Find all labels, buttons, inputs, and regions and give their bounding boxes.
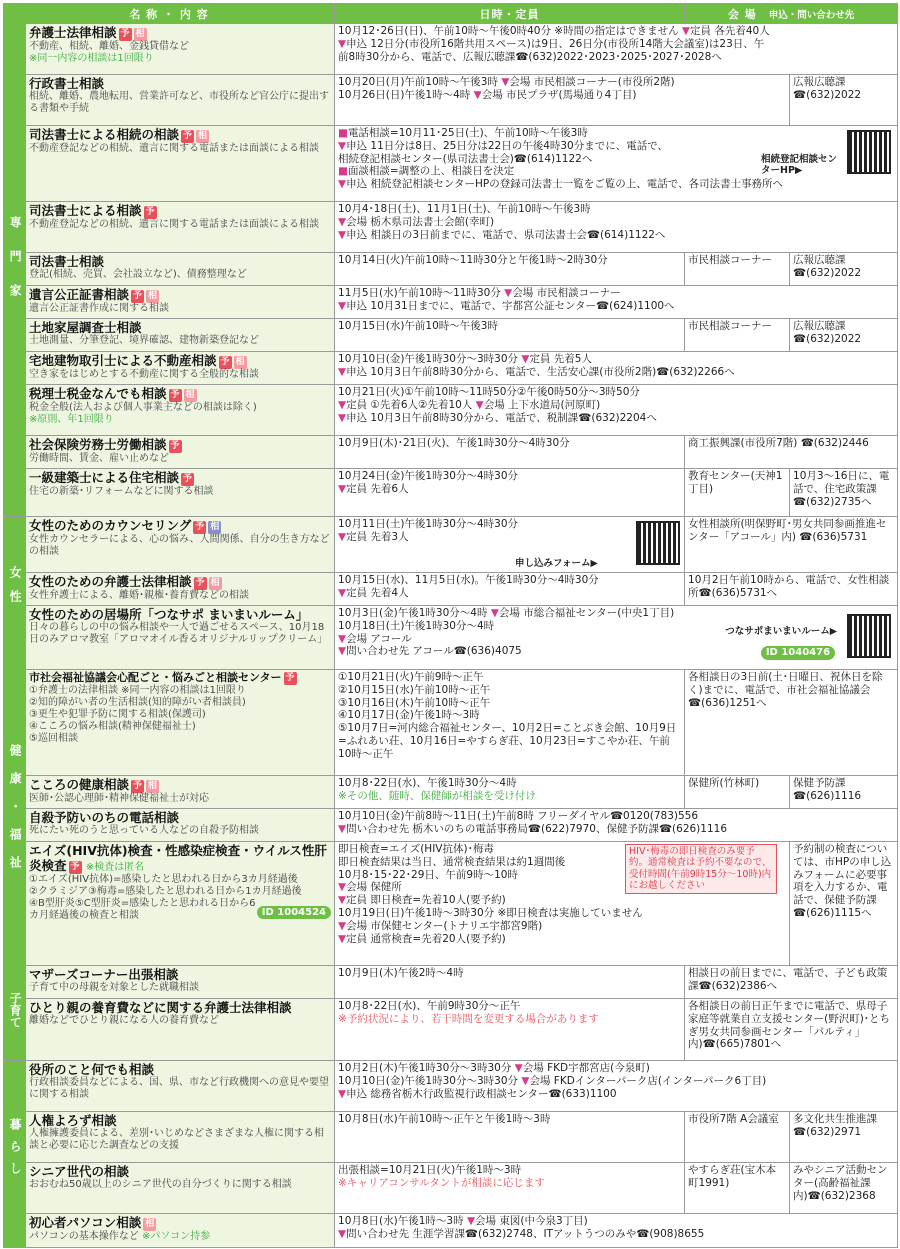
row-title: 女性のための弁護士法律相談	[29, 574, 192, 589]
row-detail: ▼定員 即日検査=先着10人(要予約)	[338, 894, 506, 907]
row-desc: 税金全般(法人および個人事業主などの相談は除く)	[29, 402, 257, 413]
table-row	[4, 286, 898, 319]
row-desc: パソコンの基本操作など	[29, 1231, 139, 1242]
row-detail: 10月8日(水)午前10時～正午と午後1時～3時	[338, 1113, 551, 1125]
row-detail: 10月15日(水)、11月5日(水)。午後1時30分～4時30分	[338, 574, 599, 586]
row-title: 司法書士による相談	[29, 203, 142, 218]
row-contact: 広報広聴課 ☎(632)2022	[790, 319, 898, 352]
row-title: ひとり親の養育費などに関する弁護士法律相談	[29, 1000, 292, 1015]
row-venue: 市役所7階 A会議室	[685, 1112, 790, 1163]
row-detail: 10月9日(木)･21日(火)、午後1時30分～4時30分	[338, 437, 570, 449]
row-title: 初心者パソコン相談	[29, 1215, 142, 1230]
row-desc: 空き家をはじめとする不動産に関する全般的な相談	[29, 369, 259, 380]
consultation-badge: 相	[210, 578, 220, 588]
table-row	[4, 436, 898, 469]
row-desc: 住宅の新築･リフォームなどに関する相談	[29, 486, 214, 497]
row-detail: ▼会場 市保健センター(トナリエ宇都宮9階)	[338, 919, 543, 932]
row-desc: 死にたい死のうと思っている人などの自殺予防相談	[29, 825, 259, 836]
row-title: 自殺予防いのちの電話相談	[29, 810, 180, 825]
row-desc: ②クラミジア③梅毒=感染したと思われる日から1カ月経過後	[29, 886, 302, 897]
row-title: 税理士税金なんでも相談	[29, 386, 167, 401]
row-title: 一級建築士による住宅相談	[29, 470, 180, 485]
table-row	[4, 517, 898, 573]
row-detail: 10月18日(土)午後1時30分～4時	[338, 619, 495, 632]
consultation-badge: 相	[235, 357, 245, 367]
category-living: 暮らし	[4, 1061, 26, 1248]
row-venue: 市民相談コーナー	[685, 319, 790, 352]
row-desc: 人権擁護委員による、差別･いじめなどさまざまな人権に関する相談と必要に応じた調査などの支援	[29, 1128, 324, 1151]
row-note: ※同一内容の相談は1回限り	[29, 53, 154, 64]
row-detail: ※予約状況により、若干時間を変更する場合があります	[338, 1012, 599, 1025]
notice-box: HIV･梅毒の即日検査のみ要予約。通常検査は予約不要なので、受付時間(午前9時15分～10時)内にお越しください	[625, 844, 777, 894]
row-title: 遺言公正証書相談	[29, 287, 130, 302]
row-desc: ④こころの悩み相談(精神保健福祉士)	[29, 721, 196, 732]
table-row	[4, 966, 898, 999]
row-detail: ▼会場 アコール	[338, 632, 412, 645]
row-venue: 保健所(竹林町)	[685, 776, 790, 809]
row-desc: ③更生や犯罪予防に関する相談(保護司)	[29, 709, 206, 720]
row-venue: やすらぎ荘(宝木本町1991)	[685, 1163, 790, 1214]
table-row	[4, 319, 898, 352]
row-contact: 広報広聴課 ☎(632)2022	[790, 253, 898, 286]
qr-code-icon[interactable]	[847, 130, 891, 174]
row-title: 人権よろず相談	[29, 1113, 117, 1128]
row-detail: ②10月15日(水)午前10時～正午	[338, 683, 491, 696]
row-venue: 10月2日午前10時から、電話で、女性相談所☎(636)5731へ	[685, 573, 898, 606]
row-desc: おおむね50歳以上のシニア世代の自分づくりに関する相談	[29, 1179, 292, 1190]
row-detail: 10月14日(火)午前10時～11時30分と午後1時～2時30分	[338, 254, 608, 266]
row-detail: 10月19日(日)午後1時～3時30分 ※即日検査は実施していません	[338, 906, 643, 919]
row-detail: 10月26日(日)午後1時～4時 ▼会場 市民プラザ(馬場通り4丁目)	[338, 88, 637, 101]
row-detail: 10月11日(土)午後1時30分～4時30分	[338, 518, 519, 530]
category-experts: 専門家	[4, 24, 26, 517]
row-detail: 10月9日(木)午後2時～4時	[338, 967, 464, 979]
row-detail: ▼申込 総務省栃木行政監視行政相談センター☎(633)1100	[338, 1087, 617, 1100]
table-row	[4, 253, 898, 286]
row-venue: 商工振興課(市役所7階) ☎(632)2446	[685, 436, 898, 469]
row-desc: ④B型肝炎⑤C型肝炎=感染したと思われる日から6カ月経過後の検査と相談	[29, 898, 256, 921]
consultation-badge: 相	[210, 522, 220, 532]
table-row	[4, 1061, 898, 1112]
row-detail: ▼問い合わせ先 アコール☎(636)4075	[338, 645, 522, 658]
row-desc: 不動産、相続、離婚、金銭貸借など	[29, 41, 189, 52]
reservation-badge: 予	[285, 673, 295, 683]
table-row	[4, 999, 898, 1061]
header-contact: 申込・問い合わせ先	[768, 9, 855, 21]
reservation-badge: 予	[170, 390, 180, 400]
row-detail: ▼会場 栃木県司法書士会館(幸町)	[338, 215, 495, 228]
row-desc: 不動産登記などの相続、遺言に関する電話または面談による相談	[29, 219, 319, 230]
row-venue: 各相談日の前日正午までに電話で、県母子家庭等就業自立支援センター(野沢町)･とちぎ男女共同参画センター「パルティ」内)☎(665)7801へ	[685, 999, 898, 1061]
row-venue: 相談日の前日までに、電話で、子ども政策課☎(632)2386へ	[685, 966, 898, 999]
header-datetime: 日時・定員	[335, 4, 685, 24]
reservation-badge: 予	[133, 291, 143, 301]
table-row	[4, 606, 898, 670]
row-detail: ▼会場 保健所	[338, 881, 402, 894]
row-desc: ①弁護士の法律相談 ※同一内容の相談は1回限り	[29, 685, 246, 696]
row-desc: 女性弁護士による、離婚･親権･養育費などの相談	[29, 590, 249, 601]
row-detail: ■面談相談=調整の上、相談日を決定	[338, 165, 515, 178]
consultation-badge: 相	[185, 390, 195, 400]
row-title: 司法書士による相続の相談	[29, 127, 180, 142]
consultation-table	[3, 3, 897, 1246]
table-row	[4, 75, 898, 126]
row-venue: 各相談日の3日前(土･日曜日、祝休日を除く)までに、電話で、市社会福祉協議会☎(636)1251へ	[685, 670, 898, 776]
row-detail: ▼定員 通常検査=先着20人(要予約)	[338, 932, 506, 945]
row-title: 社会保険労務士労働相談	[29, 437, 167, 452]
row-detail: ①10月21日(火)午前9時～正午	[338, 671, 484, 683]
row-detail: 10月8日(水)午後1時～3時 ▼会場 東図(中今泉3丁目)	[338, 1215, 588, 1227]
reservation-badge: 予	[195, 578, 205, 588]
row-title: 司法書士相談	[29, 254, 105, 269]
consultation-badge: 相	[148, 781, 158, 791]
row-detail: 10月8･22日(水)、午後1時30分～4時	[338, 777, 517, 789]
row-title: 女性のためのカウンセリング	[29, 518, 192, 533]
row-detail: ▼申込 相談日の3日前までに、電話で、県司法書士会☎(614)1122へ	[338, 228, 666, 241]
row-detail: 10月10日(金)午前8時～11日(土)午前8時 フリーダイヤル☎0120(783)556	[338, 810, 699, 822]
id-badge: ID 1040476	[761, 646, 835, 660]
row-detail: ③10月16日(木)午前10時～正午	[338, 696, 491, 709]
row-detail: 10月20日(月)午前10時～午後3時 ▼会場 市民相談コーナー(市役所2階)	[338, 76, 675, 88]
row-contact: 予約制の検査については、市HPの申し込みフォームに必要事項を入力するか、電話で、保健予防課☎(626)1115へ	[790, 842, 898, 966]
row-detail: ▼定員 ①先着6人②先着10人 ▼会場 上下水道局(河原町)	[338, 398, 601, 411]
reservation-badge: 予	[195, 522, 205, 532]
row-desc: 遺言公正証書作成に関する相談	[29, 303, 169, 314]
row-title: 土地家屋調査士相談	[29, 320, 142, 335]
consultation-badge: 相	[148, 291, 158, 301]
row-title: 弁護士法律相談	[29, 25, 117, 40]
row-detail: 10月8･22日(水)、午前9時30分～正午	[338, 1000, 521, 1012]
row-detail: ▼申込 10月3日午前8時30分から、電話で、税制課☎(632)2204へ	[338, 411, 657, 424]
table-row	[4, 202, 898, 253]
category-women: 女性	[4, 517, 26, 670]
qr-caption: 申し込みフォーム▶	[515, 558, 598, 570]
reservation-badge: 予	[70, 862, 80, 872]
row-title: 行政書士相談	[29, 76, 105, 91]
row-desc: ②知的障がい者の生活相談(知的障がい者相談員)	[29, 697, 246, 708]
row-contact: 10月3～16日に、電話で、住宅政策課☎(632)2735へ	[790, 469, 898, 517]
table-header	[4, 4, 898, 24]
row-desc: ①エイズ(HIV抗体)=感染したと思われる日から3カ月経過後	[29, 874, 298, 885]
table-row	[4, 776, 898, 809]
row-detail: 前8時30分から、電話で、広報広聴課☎(632)2022･2023･2025･2027･2028へ	[338, 50, 722, 63]
reservation-badge: 予	[220, 357, 230, 367]
row-desc: 登記(相続、売買、会社設立など)、債務整理など	[29, 269, 247, 280]
row-detail: 相続登記相談センター(県司法書士会)☎(614)1122へ	[338, 152, 593, 165]
table-row	[4, 1163, 898, 1214]
row-desc: 労働時間、賃金、雇い止めなど	[29, 453, 169, 464]
row-detail: 10月12･26日(日)、午前10時～午後0時40分 ※時間の指定はできません ▼定員 各先着40人	[338, 25, 770, 37]
row-detail: 10月8･15･22･29日、午前9時～10時	[338, 868, 518, 881]
table-row	[4, 1112, 898, 1163]
row-desc: 医師･公認心理師･精神保健福祉士が対応	[29, 793, 209, 804]
row-venue: 教育センター(天神1丁目)	[685, 469, 790, 517]
row-detail: 即日検査結果は当日、通常検査結果は約1週間後	[338, 855, 566, 868]
row-detail: ▼申込 12日分(市役所16階共用スペース)は9日、26日分(市役所14階大会議室)は23日、午	[338, 37, 765, 50]
row-venue: 市民相談コーナー	[685, 253, 790, 286]
row-desc: 女性カウンセラーによる、心の悩み、人間関係、自分の生き方などの相談	[29, 534, 330, 557]
table-row	[4, 352, 898, 385]
row-detail: 出張相談=10月21日(火)午後1時～3時	[338, 1164, 522, 1176]
row-detail: ■電話相談=10月11･25日(土)、午前10時～午後3時	[338, 127, 588, 139]
row-detail: ▼定員 先着3人	[338, 530, 409, 543]
row-title: 女性のための居場所「つなサポ まいまいルーム」	[29, 607, 309, 622]
table-row	[4, 842, 898, 966]
row-detail: ▼問い合わせ先 生涯学習課☎(632)2748、ITアットうつのみや☎(908)8655	[338, 1227, 705, 1240]
id-badge: ID 1004524	[257, 906, 331, 919]
table-row	[4, 126, 898, 202]
row-detail: 10月10日(金)午後1時30分～3時30分 ▼会場 FKDインターパーク店(インターパーク6丁目)	[338, 1074, 767, 1087]
row-venue: 女性相談所(明保野町･男女共同参画推進センター「アコール」内) ☎(636)5731	[685, 517, 898, 573]
reservation-badge: 予	[133, 781, 143, 791]
row-detail: 11月5日(水)午前10時～11時30分 ▼会場 市民相談コーナー	[338, 287, 621, 299]
row-title: 宅地建物取引士による不動産相談	[29, 353, 217, 368]
row-detail: 10月15日(水)午前10時～午後3時	[338, 320, 498, 332]
table-row	[4, 573, 898, 606]
row-detail: ▼申込 11日分は8日、25日分は22日の午後4時30分までに、電話で、	[338, 139, 669, 152]
consultation-badge: 相	[135, 29, 145, 39]
row-note: ※原則、年1回限り	[29, 414, 114, 425]
header-venue: 会 場	[727, 7, 757, 21]
row-detail: 即日検査=エイズ(HIV抗体)･梅毒	[338, 843, 494, 855]
row-detail: ▼定員 先着4人	[338, 586, 409, 599]
row-detail: ▼問い合わせ先 栃木いのちの電話事務局☎(622)7970、保健予防課☎(626)1116	[338, 822, 727, 835]
row-note: ※パソコン持参	[142, 1231, 211, 1242]
row-desc: 土地測量、分筆登記、境界確認、建物新築登記など	[29, 335, 259, 346]
row-desc: ⑤巡回相談	[29, 733, 78, 744]
qr-caption: つなサポまいまいルーム▶	[725, 626, 838, 637]
row-title: マザーズコーナー出張相談	[29, 967, 179, 982]
row-title: 市社会福祉協議会心配ごと・悩みごと相談センター	[29, 671, 282, 684]
row-desc: 相続、離婚、農地転用、営業許可など、市役所など官公庁に提出する書類や手続	[29, 91, 329, 114]
category-health-welfare: 健康・福祉	[4, 670, 26, 966]
row-desc: 行政相談委員などによる、国、県、市など行政機関への意見や要望に関する相談	[29, 1077, 329, 1100]
table-row	[4, 469, 898, 517]
row-contact: 多文化共生推進課 ☎(632)2971	[790, 1112, 898, 1163]
header-name: 名 称 ・ 内 容	[4, 4, 335, 24]
category-childcare: 子育て	[4, 966, 26, 1061]
row-contact: 広報広聴課 ☎(632)2022	[790, 75, 898, 126]
row-detail: ⑤10月7日=河内総合福祉センター、10月2日=ことぶき会館、10月9日=ふれあい荘、10月16日=やすらぎ荘、10月23日=すこやか荘、午前10時～正午	[338, 722, 677, 760]
table-row	[4, 385, 898, 436]
table-row	[4, 809, 898, 842]
row-detail: 10月3日(金)午後1時30分～4時 ▼会場 市総合福祉センター(中央1丁目)	[338, 607, 675, 619]
reservation-badge: 予	[145, 207, 155, 217]
row-desc: 不動産登記などの相続、遺言に関する電話または面談による相談	[29, 143, 319, 154]
row-title: シニア世代の相談	[29, 1164, 130, 1179]
row-title: こころの健康相談	[29, 777, 130, 792]
qr-caption: 相続登記相談センターHP▶	[761, 154, 838, 177]
row-desc: 離婚などでひとり親になる人の養育費など	[29, 1015, 219, 1026]
row-contact: 保健予防課 ☎(626)1116	[790, 776, 898, 809]
row-detail: ▼定員 先着6人	[338, 482, 409, 495]
row-detail: ▼申込 相続登記相談センターHPの登録司法書士一覧をご覧の上、電話で、各司法書士事務所へ	[338, 178, 784, 191]
row-detail: ▼申込 10月31日までに、電話で、宇都宮公証センター☎(624)1100へ	[338, 299, 675, 312]
row-contact: みやシニア活動センター(高齢福祉課内)☎(632)2368	[790, 1163, 898, 1214]
row-title: 役所のこと何でも相談	[29, 1062, 155, 1077]
qr-code-icon[interactable]	[636, 521, 680, 565]
row-desc: 子育て中の母親を対象とした就職相談	[29, 982, 199, 993]
row-desc: 日々の暮らしの中の悩み相談や一人で過ごせるスペース、10月18日のみアロマ教室「アロマオイル香るオリジナルリップクリーム」	[29, 622, 328, 645]
row-note: ※検査は匿名	[85, 862, 145, 873]
reservation-badge: 予	[120, 29, 130, 39]
table-row	[4, 1214, 898, 1248]
row-detail: ※キャリアコンサルタントが相談に応じます	[338, 1176, 545, 1189]
qr-code-icon[interactable]	[847, 614, 891, 658]
row-title: エイズ(HIV抗体)検査・性感染症検査・ウイルス性肝炎検査	[29, 843, 327, 873]
consultation-badge: 相	[145, 1219, 155, 1229]
row-detail: ▼申込 10月3日午前8時30分から、電話で、生活安心課(市役所2階)☎(632)2266へ	[338, 365, 735, 378]
reservation-badge: 予	[170, 441, 180, 451]
row-detail: ④10月17日(金)午後1時～3時	[338, 709, 480, 722]
reservation-badge: 予	[183, 474, 193, 484]
row-detail: 10月4･18日(土)、11月1日(土)、午前10時～午後3時	[338, 203, 591, 215]
reservation-badge: 予	[183, 131, 193, 141]
table-row	[4, 24, 898, 75]
row-detail: 10月24日(金)午後1時30分～4時30分	[338, 470, 519, 482]
row-detail: 10月2日(木)午後1時30分～3時30分 ▼会場 FKD宇都宮店(今泉町)	[338, 1062, 650, 1074]
consultation-badge: 相	[198, 131, 208, 141]
row-detail: 10月21日(火)①午前10時～11時50分②午後0時50分～3時50分	[338, 386, 640, 398]
header-venue-contact	[685, 4, 898, 24]
row-detail: 10月10日(金)午後1時30分～3時30分 ▼定員 先着5人	[338, 353, 592, 365]
row-detail: ※その他、随時、保健師が相談を受け付け	[338, 789, 536, 802]
table-row	[4, 670, 898, 776]
